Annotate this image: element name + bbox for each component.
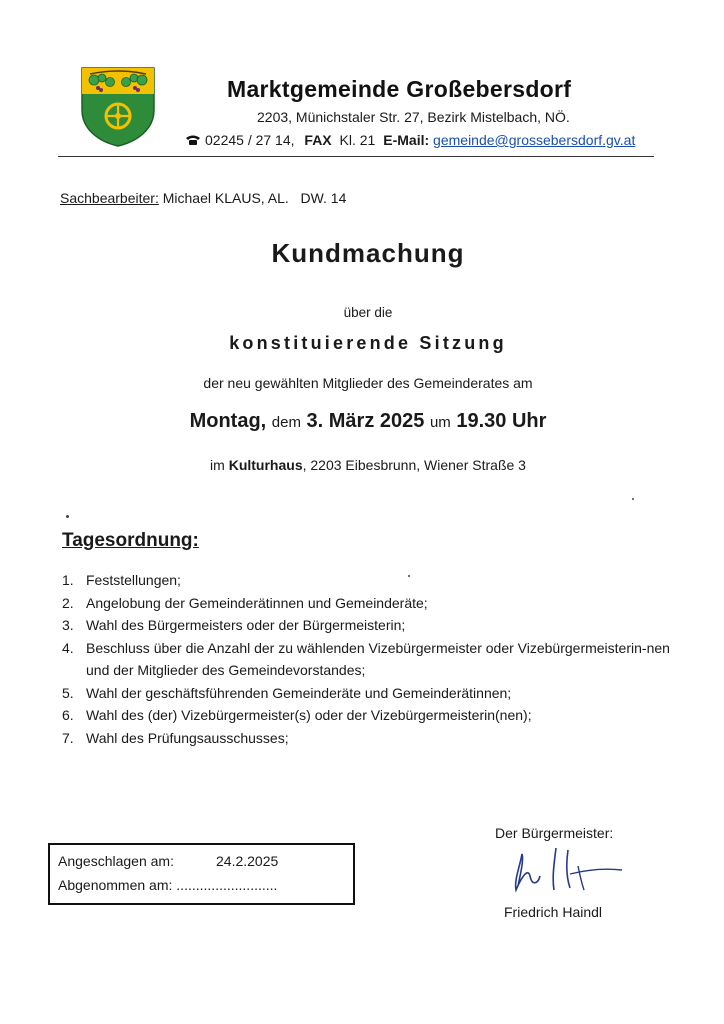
removed-row <box>58 877 277 893</box>
fax-number: Kl. 21 <box>339 132 376 148</box>
agenda-item-number: 5. <box>62 684 74 701</box>
dem-word: dem <box>271 414 301 431</box>
agenda-item-number: 6. <box>62 707 74 723</box>
agenda-list <box>62 569 672 749</box>
phone-number: 02245 / 27 14, <box>205 132 295 148</box>
email-link[interactable]: gemeinde@grossebersdorf.gv.at <box>433 132 636 148</box>
place-prefix: im <box>210 457 225 473</box>
meeting-datetime <box>6 410 724 433</box>
meeting-date: 3. März 2025 <box>306 410 425 432</box>
agenda-item <box>62 592 672 615</box>
agenda-item-number: 4. <box>62 639 74 656</box>
municipality-address: 2203, Münichstaler Str. 27, Bezirk Mistelbach, NÖ. <box>257 109 570 125</box>
fax-label: FAX <box>304 132 332 148</box>
clerk-line <box>60 190 346 206</box>
agenda-item-text: Beschluss über die Anzahl der zu wählenden Vizebürgermeister oder Vizebürgermeisterin-nen und der Mitglieder des Gemeindevorstandes; <box>86 639 670 678</box>
posted-date: 24.2.2025 <box>216 853 279 869</box>
mayor-title: Der Bürgermeister: <box>495 825 614 841</box>
venue-address: , 2203 Eibesbrunn, Wiener Straße 3 <box>302 457 526 473</box>
removed-label: Abgenommen am: <box>58 877 173 893</box>
scan-speck <box>632 498 634 500</box>
coat-of-arms-logo <box>80 66 156 148</box>
email-label: E-Mail <box>383 132 425 148</box>
agenda-item-text: Wahl des (der) Vizebürgermeister(s) oder der Vizebürgermeisterin(nen); <box>86 707 532 723</box>
agenda-item <box>62 637 672 682</box>
agenda-item-text: Wahl des Bürgermeisters oder der Bürgermeisterin; <box>86 617 406 633</box>
meeting-time: 19.30 Uhr <box>456 410 547 432</box>
agenda-item-number: 3. <box>62 617 74 633</box>
agenda-item <box>62 704 672 727</box>
removed-value: .......................... <box>176 877 278 893</box>
clerk-value: Michael KLAUS, AL. DW. 14 <box>162 190 347 206</box>
municipality-name: Marktgemeinde Großebersdorf <box>227 76 572 102</box>
agenda-item <box>62 727 672 750</box>
agenda-item-text: Angelobung der Gemeinderätinnen und Gemeinderäte; <box>86 594 428 611</box>
agenda-item-text: Wahl der geschäftsführenden Gemeinderäte und Gemeinderätinnen; <box>86 684 512 701</box>
telephone-icon <box>185 134 201 146</box>
scan-speck <box>66 515 69 518</box>
agenda-item <box>62 614 672 637</box>
venue-name: Kulturhaus <box>228 457 303 473</box>
notice-members: der neu gewählten Mitglieder des Gemeinderates am <box>203 375 533 391</box>
mayor-name: Friedrich Haindl <box>504 904 603 920</box>
meeting-place <box>6 457 724 473</box>
header-divider <box>58 156 654 157</box>
notice-title: Kundmachung <box>271 238 465 268</box>
mayor-signature <box>508 846 626 898</box>
agenda-item <box>62 682 672 705</box>
agenda-item-number: 1. <box>62 572 74 588</box>
clerk-label: Sachbearbeiter: <box>60 190 159 206</box>
posting-box <box>48 843 355 905</box>
agenda-item-text: Feststellungen; <box>86 572 181 588</box>
agenda-item-number: 2. <box>62 594 74 611</box>
meeting-weekday: Montag, <box>189 410 267 432</box>
agenda-heading: Tagesordnung: <box>62 530 199 551</box>
agenda-item-number: 7. <box>62 729 74 746</box>
notice-about: über die <box>343 305 393 320</box>
um-word: um <box>429 414 451 431</box>
posted-label: Angeschlagen am: <box>58 853 174 869</box>
posted-row <box>58 853 279 869</box>
agenda-item <box>62 569 672 592</box>
agenda-item-text: Wahl des Prüfungsausschusses; <box>86 729 289 746</box>
notice-subject: konstituierende Sitzung <box>229 333 507 353</box>
contact-line: 02245 / 27 14, FAX Kl. 21 E-Mail: gemeinde@grossebersdorf.gv.at <box>185 132 635 148</box>
